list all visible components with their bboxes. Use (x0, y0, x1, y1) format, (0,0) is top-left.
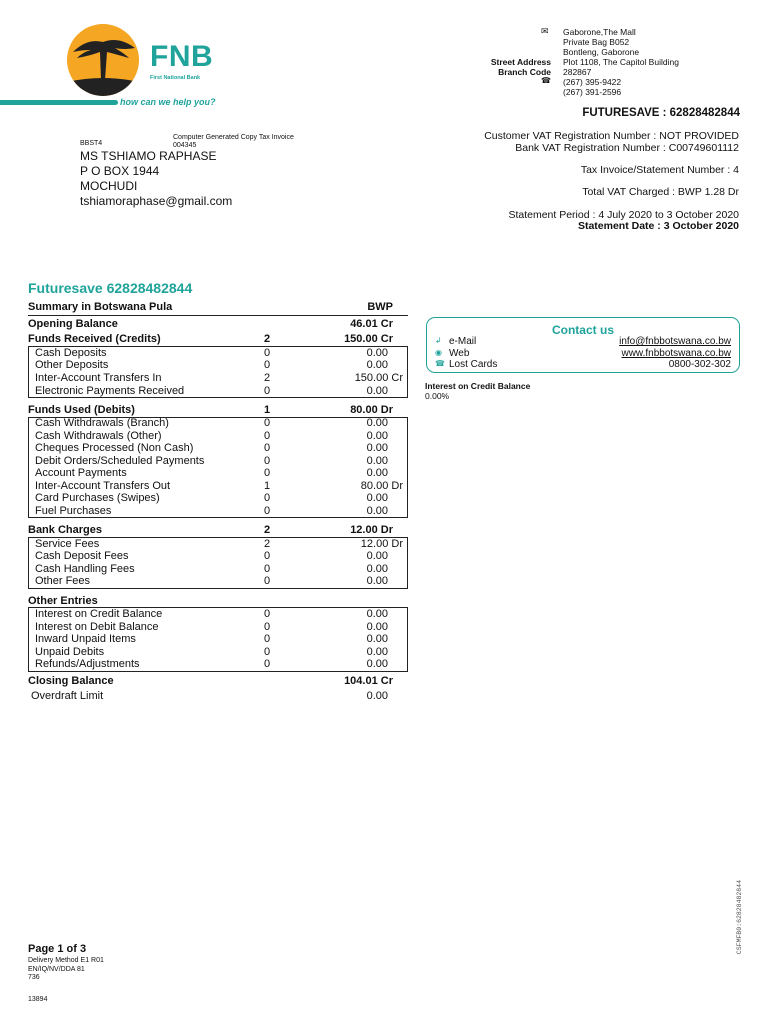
table-row (28, 633, 408, 646)
credits-row (28, 333, 408, 346)
row-label: Unpaid Debits (35, 646, 105, 658)
row-amount: 0.00 (366, 505, 388, 517)
row-amount: 0.00 (366, 385, 388, 397)
row-amount: 0.00 (366, 455, 388, 467)
mouse-icon: ↲ (435, 336, 442, 345)
phone-icon: ☎ (541, 76, 551, 85)
brand-line (0, 100, 118, 105)
table-row (28, 442, 408, 455)
address-line: (267) 395-9422 (563, 77, 622, 87)
row-amount: 0.00 (366, 608, 388, 620)
row-count: 0 (264, 385, 271, 397)
row-amount: 80.00 Dr (360, 480, 403, 492)
row-amount: 0.00 (366, 417, 388, 429)
charges-count: 2 (264, 524, 271, 536)
row-label: Other Fees (35, 575, 91, 587)
row-count: 0 (264, 430, 271, 442)
table-row (28, 575, 408, 588)
row-amount: 0.00 (366, 442, 388, 454)
row-label: Other Deposits (35, 359, 109, 371)
phone-icon: ☎ (435, 359, 445, 368)
address-line: Gaborone,The Mall (563, 27, 636, 37)
row-amount: 0.00 (366, 550, 388, 562)
charges-row (28, 524, 408, 537)
vertical-reference: CSFMFB0:62828482844 (736, 880, 743, 955)
brand-name: FNB (150, 40, 214, 73)
row-amount: 0.00 (366, 621, 388, 633)
tagline: how can we help you? (120, 97, 216, 107)
credits-count: 2 (264, 333, 271, 345)
customer-address (80, 149, 232, 209)
address-line: (267) 391-2596 (563, 87, 622, 97)
customer-code: BBST4 (80, 140, 103, 147)
row-count: 0 (264, 550, 271, 562)
address-line: Private Bag B052 (563, 37, 630, 47)
row-label: Account Payments (35, 467, 127, 479)
overdraft-row (28, 690, 408, 703)
row-amount: 0.00 (366, 575, 388, 587)
debits-row (28, 404, 408, 417)
customer-town: MOCHUDI (80, 179, 138, 193)
divider (28, 315, 408, 316)
row-amount: 0.00 (366, 492, 388, 504)
footer-code: 13894 (28, 996, 48, 1003)
charges-amount: 12.00 Dr (350, 524, 393, 536)
row-count: 0 (264, 347, 271, 359)
row-label: Cash Withdrawals (Other) (35, 430, 162, 442)
row-label: Cash Withdrawals (Branch) (35, 417, 169, 429)
debits-amount: 80.00 Dr (350, 404, 393, 416)
row-count: 0 (264, 359, 271, 371)
row-count: 0 (264, 563, 271, 575)
street-address-label: Street Address (490, 57, 551, 67)
customer-email: tshiamoraphase@gmail.com (80, 194, 233, 208)
branch-address (563, 27, 679, 97)
table-row (28, 467, 408, 480)
row-label: Card Purchases (Swipes) (35, 492, 160, 504)
row-count: 0 (264, 455, 271, 467)
row-label: Refunds/Adjustments (35, 658, 140, 670)
row-amount: 0.00 (366, 430, 388, 442)
row-label: Cheques Processed (Non Cash) (35, 442, 194, 454)
row-amount: 150.00 Cr (354, 372, 403, 384)
table-row (28, 658, 408, 671)
summary-title: Summary in Botswana Pula (28, 301, 173, 313)
table-row (28, 385, 408, 398)
row-label: Cash Deposits (35, 347, 107, 359)
branch-code-label: Branch Code (498, 67, 551, 77)
interest-value: 0.00% (425, 391, 450, 401)
row-count: 0 (264, 575, 271, 587)
credits-label: Funds Received (Credits) (28, 333, 161, 345)
statement-period: Statement Period : 4 July 2020 to 3 October 2020 (508, 209, 739, 221)
table-row (28, 608, 408, 621)
row-amount: 0.00 (366, 633, 388, 645)
contact-email-row (435, 336, 731, 348)
table-row (28, 372, 408, 385)
row-label: Interest on Credit Balance (35, 608, 163, 620)
row-label: Interest on Debit Balance (35, 621, 159, 633)
row-label: Cash Deposit Fees (35, 550, 129, 562)
opening-label: Opening Balance (28, 318, 118, 330)
table-row (28, 492, 408, 505)
row-count: 0 (264, 658, 271, 670)
statement-date: Statement Date : 3 October 2020 (577, 220, 739, 232)
interest-label: Interest on Credit Balance (425, 381, 531, 391)
row-amount: 0.00 (366, 563, 388, 575)
row-count: 0 (264, 505, 271, 517)
row-count: 2 (264, 538, 271, 550)
customer-box: P O BOX 1944 (80, 164, 160, 178)
closing-amount: 104.01 Cr (344, 675, 393, 687)
overdraft-amount: 0.00 (366, 690, 388, 702)
row-count: 0 (264, 646, 271, 658)
row-label: Fuel Purchases (35, 505, 112, 517)
address-line: 282867 (563, 67, 592, 77)
row-amount: 0.00 (366, 359, 388, 371)
lost-cards-label: Lost Cards (449, 359, 498, 370)
row-amount: 0.00 (366, 658, 388, 670)
vat-info (400, 130, 739, 154)
fnb-logo (67, 24, 139, 96)
row-count: 0 (264, 608, 271, 620)
row-amount: 0.00 (366, 467, 388, 479)
lost-cards-number: 0800-302-302 (668, 359, 731, 370)
currency-label: BWP (367, 301, 393, 313)
table-row (28, 505, 408, 518)
vat-charged: Total VAT Charged : BWP 1.28 Dr (582, 186, 739, 198)
contact-box (426, 317, 740, 373)
bank-vat: Bank VAT Registration Number : C00749601112 (515, 142, 739, 154)
debits-count: 1 (264, 404, 271, 416)
address-icon: ✉ (541, 26, 549, 36)
table-row (28, 417, 408, 430)
email-label: e-Mail (449, 336, 477, 347)
account-heading: Futuresave 62828482844 (28, 280, 193, 296)
footer-code: EN/IQ/NV/DDA 81 (28, 966, 85, 973)
customer-name: MS TSHIAMO RAPHASE (80, 149, 217, 163)
opening-amount: 46.01 Cr (350, 318, 393, 330)
row-label: Inter-Account Transfers Out (35, 480, 171, 492)
opening-balance-row (28, 318, 408, 331)
page-number: Page 1 of 3 (28, 943, 87, 955)
row-amount: 12.00 Dr (360, 538, 403, 550)
invoice-number: Tax Invoice/Statement Number : 4 (580, 164, 739, 176)
credits-amount: 150.00 Cr (344, 333, 393, 345)
contact-title: Contact us (551, 323, 614, 337)
debits-label: Funds Used (Debits) (28, 404, 135, 416)
web-label: Web (449, 348, 470, 359)
email-link[interactable]: info@fnbbotswana.co.bw (619, 336, 731, 347)
row-count: 0 (264, 442, 271, 454)
address-line: Plot 1108, The Capitol Building (563, 57, 679, 67)
copy-note: Computer Generated Copy Tax Invoice (173, 134, 294, 141)
row-label: Inward Unpaid Items (35, 633, 136, 645)
brand-subtitle: First National Bank (150, 75, 201, 81)
row-count: 1 (264, 480, 271, 492)
table-row (28, 359, 408, 372)
globe-icon: ◉ (435, 348, 442, 357)
delivery-method: Delivery Method E1 R01 (28, 957, 104, 964)
row-label: Service Fees (35, 538, 100, 550)
row-count: 2 (264, 372, 271, 384)
row-count: 0 (264, 492, 271, 504)
web-link[interactable]: www.fnbbotswana.co.bw (621, 348, 731, 359)
row-amount: 0.00 (366, 646, 388, 658)
row-count: 0 (264, 467, 271, 479)
overdraft-label: Overdraft Limit (31, 690, 104, 702)
customer-vat: Customer VAT Registration Number : NOT PROVIDED (484, 130, 739, 142)
row-label: Debit Orders/Scheduled Payments (35, 455, 205, 467)
summary-header (28, 301, 408, 314)
table-row (28, 550, 408, 563)
closing-balance-row (28, 675, 408, 688)
other-label: Other Entries (28, 595, 98, 607)
row-label: Inter-Account Transfers In (35, 372, 162, 384)
row-label: Cash Handling Fees (35, 563, 135, 575)
copy-number: 004345 (173, 142, 197, 149)
address-line: Bontleng, Gaborone (563, 47, 640, 57)
charges-label: Bank Charges (28, 524, 102, 536)
tree-icon (67, 24, 139, 96)
row-count: 0 (264, 621, 271, 633)
row-count: 0 (264, 417, 271, 429)
account-title: FUTURESAVE : 62828482844 (582, 107, 740, 119)
footer-code: 736 (28, 974, 40, 981)
row-count: 0 (264, 633, 271, 645)
row-label: Electronic Payments Received (35, 385, 185, 397)
row-amount: 0.00 (366, 347, 388, 359)
closing-label: Closing Balance (28, 675, 114, 687)
contact-lost-row (435, 359, 731, 371)
